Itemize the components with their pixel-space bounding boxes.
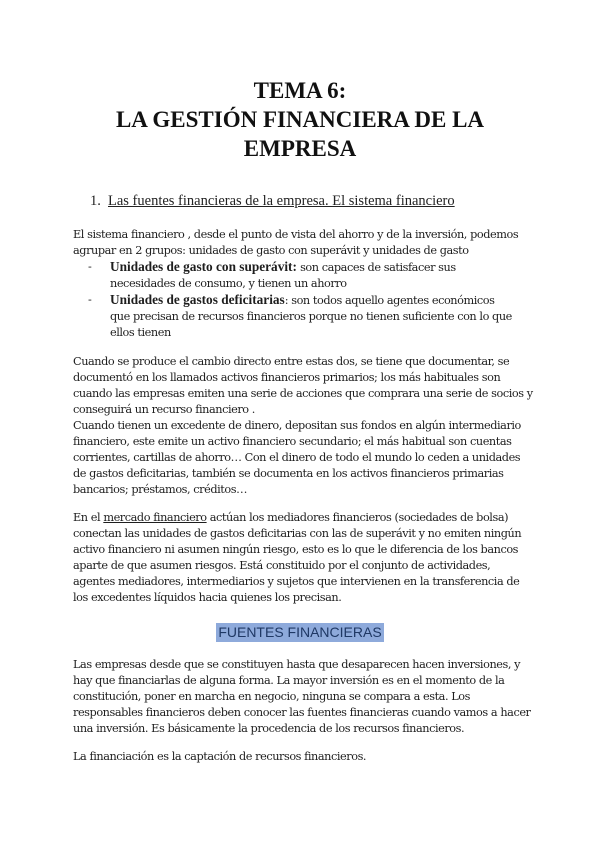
list-term: Unidades de gastos deficitarias (110, 292, 285, 307)
title-line-2: LA GESTIÓN FINANCIERA DE LA (115, 107, 485, 132)
paragraph-text: En el (73, 511, 104, 524)
paragraph-line: responsables financieros deben conocer las fuentes financieras cuando vamos a hacer (73, 706, 531, 719)
list-item (88, 292, 528, 341)
paragraph-line: La financiación es la captación de recursos financieros. (73, 750, 367, 763)
intro-paragraph (73, 227, 535, 259)
paragraph-line: hay que financiarlas de alguna forma. La mayor inversión es en el momento de la (73, 674, 505, 687)
paragraph-line: documentó en los llamados activos financieros primarios; los más habituales son (73, 371, 501, 384)
list-dash: - (88, 293, 92, 306)
list-text: son capaces de satisfacer sus (296, 261, 456, 274)
paragraph-line: cuando las empresas emiten una serie de acciones que comprara una serie de socios y (73, 387, 533, 400)
list-item (88, 259, 528, 292)
paragraph-line: bancarios; préstamos, créditos… (73, 483, 247, 496)
paragraph-line: constitución, poner en marcha en negocio, ninguna se compara a esta. Los (73, 690, 470, 703)
paragraph-4 (73, 657, 535, 737)
paragraph-text: actúan los mediadores financieros (sociedades de bolsa) (206, 511, 509, 524)
list-text: : son todos aquello agentes económicos (284, 294, 495, 307)
list-text: que precisan de recursos financieros porque no tienen suficiente con lo que (110, 310, 512, 323)
paragraph-line: conseguirá un recurso financiero . (73, 403, 255, 416)
list-term: Unidades de gasto con superávit: (110, 259, 297, 274)
mercado-financiero-term: mercado financiero (103, 511, 207, 524)
paragraph-line: conectan las unidades de gastos deficitarias con las de superávit y no emiten ningún (73, 527, 522, 540)
paragraph-line: los excedentes líquidos hacia quienes los precisan. (73, 591, 342, 604)
intro-line: El sistema financiero , desde el punto de vista del ahorro y de la inversión, podemos (73, 228, 519, 241)
section-number: 1. (90, 193, 101, 209)
paragraph-2 (73, 354, 535, 498)
highlight-heading-wrap (0, 622, 600, 642)
fuentes-financieras-heading: FUENTES FINANCIERAS (218, 624, 382, 640)
paragraph-line: Cuando se produce el cambio directo entre estas dos, se tiene que documentar, se (73, 355, 510, 368)
title-line-3: EMPRESA (243, 136, 357, 161)
paragraph-line: financiero, este emite un activo financiero secundario; el más habitual son cuentas (73, 435, 512, 448)
paragraph-line: una inversión. Es básicamente la procedencia de los recursos financieros. (73, 722, 465, 735)
paragraph-line (73, 510, 535, 526)
paragraph-line: agentes mediadores, intermediarios y sujetos que intervienen en la transferencia de (73, 575, 520, 588)
section-heading (90, 193, 455, 210)
list-text: ellos tienen (110, 326, 171, 339)
section-heading-text: Las fuentes financieras de la empresa. El sistema financiero (108, 193, 455, 209)
paragraph-line: corrientes, cartillas de ahorro… Con el dinero de todo el mundo lo ceden a unidades (73, 451, 521, 464)
intro-line: agrupar en 2 grupos: unidades de gasto con superávit y unidades de gasto (73, 244, 469, 257)
list-dash: - (88, 260, 92, 273)
paragraph-line: Las empresas desde que se constituyen hasta que desaparecen hacen inversiones, y (73, 658, 521, 671)
paragraph-line: Cuando tienen un excedente de dinero, depositan sus fondos en algún intermediario (73, 419, 521, 432)
title-line-1: TEMA 6: (253, 78, 347, 103)
paragraph-3 (73, 510, 535, 606)
paragraph-line: activo financiero ni asumen ningún riesgo, esto es lo que le diferencia de los bancos (73, 543, 519, 556)
paragraph-line: de gastos deficitarias, también se documenta en los activos financieros primarias (73, 467, 504, 480)
list-text: necesidades de consumo, y tienen un ahorro (110, 277, 347, 290)
bullet-list (88, 259, 528, 341)
paragraph-5 (73, 749, 535, 765)
paragraph-line: aparte de que asumen riesgos. Está constituido por el conjunto de actividades, (73, 559, 491, 572)
